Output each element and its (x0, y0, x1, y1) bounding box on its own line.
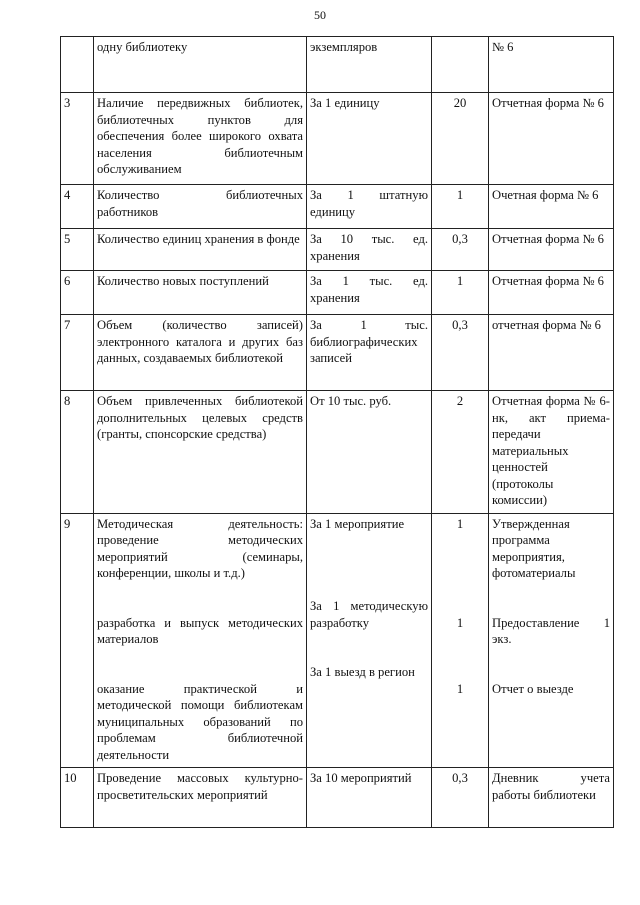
sub-value: 1 (456, 615, 464, 630)
table-row (61, 271, 614, 315)
sub-unit: За 1 выезд в регион (310, 665, 415, 679)
unit-cell: За 1 штатную единицу (307, 185, 432, 229)
value-cell: 20 (432, 93, 489, 185)
table-row (61, 391, 614, 514)
value-cell: 0,3 (432, 768, 489, 828)
unit-cell: экземпляров (307, 37, 432, 93)
value-cell: 1 (432, 185, 489, 229)
source-cell: Очетная форма № 6 (489, 185, 614, 229)
unit-cell: За 1 тыс. ед. хранения (307, 271, 432, 315)
table-row (61, 93, 614, 185)
indicator-cell: Количество единиц хранения в фонде (94, 229, 307, 271)
table-row (61, 513, 614, 768)
row-number: 5 (61, 229, 94, 271)
table-row (61, 315, 614, 391)
indicator-cell: Объем привлеченных библиотекой дополнительных целевых средств (гранты, спонсорские средства) (94, 391, 307, 514)
value-cell (432, 37, 489, 93)
value-cell: 2 (432, 391, 489, 514)
sub-indicator: оказание практической и методической помощи библиотекам муниципальных образований по проблемам библиотечной деятельности (97, 681, 303, 762)
row-number: 10 (61, 768, 94, 828)
indicator-cell: Количество новых поступлений (94, 271, 307, 315)
row-number: 7 (61, 315, 94, 391)
sub-source: Утвержденная программа мероприятия, фотоматериалы (492, 516, 576, 580)
indicator-cell: Объем (количество записей) электронного каталога и других баз данных, создаваемых библиотекой (94, 315, 307, 391)
source-cell: Дневник учета работы библиотеки (489, 768, 614, 828)
row-number: 8 (61, 391, 94, 514)
sub-indicator: разработка и выпуск методических материалов (97, 615, 303, 646)
sub-source: Отчет о выезде (492, 681, 574, 696)
unit-cell: От 10 тыс. руб. (307, 391, 432, 514)
source-cell: отчетная форма № 6 (489, 315, 614, 391)
sub-indicator: Методическая деятельность: проведение методических мероприятий (семинары, конференции, школы и т.д.) (97, 516, 303, 580)
source-cell: Отчетная форма № 6 (489, 271, 614, 315)
indicator-cell: Наличие передвижных библиотек, библиотечных пунктов для обеспечения более широкого охвата населения библиотечным обслуживанием (94, 93, 307, 185)
criteria-table (60, 36, 614, 828)
value-cell: 1 (432, 271, 489, 315)
row-number (61, 37, 94, 93)
unit-cell: За 1 тыс. библиографических записей (307, 315, 432, 391)
indicator-cell (94, 513, 307, 768)
sub-unit: За 1 мероприятие (310, 516, 405, 531)
value-cell (432, 513, 489, 768)
row-number: 4 (61, 185, 94, 229)
row-number: 9 (61, 513, 94, 768)
source-cell: № 6 (489, 37, 614, 93)
unit-cell: За 10 тыс. ед. хранения (307, 229, 432, 271)
source-cell: Отчетная форма № 6 (489, 229, 614, 271)
table-row (61, 229, 614, 271)
page-number: 50 (314, 8, 326, 22)
table-row (61, 37, 614, 93)
unit-cell: За 10 мероприятий (307, 768, 432, 828)
sub-value: 1 (456, 681, 464, 696)
value-cell: 0,3 (432, 229, 489, 271)
row-number: 6 (61, 271, 94, 315)
source-cell: Отчетная форма № 6 (489, 93, 614, 185)
indicator-cell: одну библиотеку (94, 37, 307, 93)
source-cell: Отчетная форма № 6-нк, акт приема-передачи материальных ценностей (протоколы комиссии) (489, 391, 614, 514)
table-row (61, 185, 614, 229)
sub-value: 1 (456, 516, 464, 531)
source-cell (489, 513, 614, 768)
table-row (61, 768, 614, 828)
row-number: 3 (61, 93, 94, 185)
indicator-cell: Проведение массовых культурно-просветительских мероприятий (94, 768, 307, 828)
sub-source: Предоставление 1 экз. (492, 615, 610, 646)
unit-cell (307, 513, 432, 768)
indicator-cell: Количество библиотечных работников (94, 185, 307, 229)
sub-unit: За 1 методическую разработку (310, 599, 428, 630)
value-cell: 0,3 (432, 315, 489, 391)
unit-cell: За 1 единицу (307, 93, 432, 185)
